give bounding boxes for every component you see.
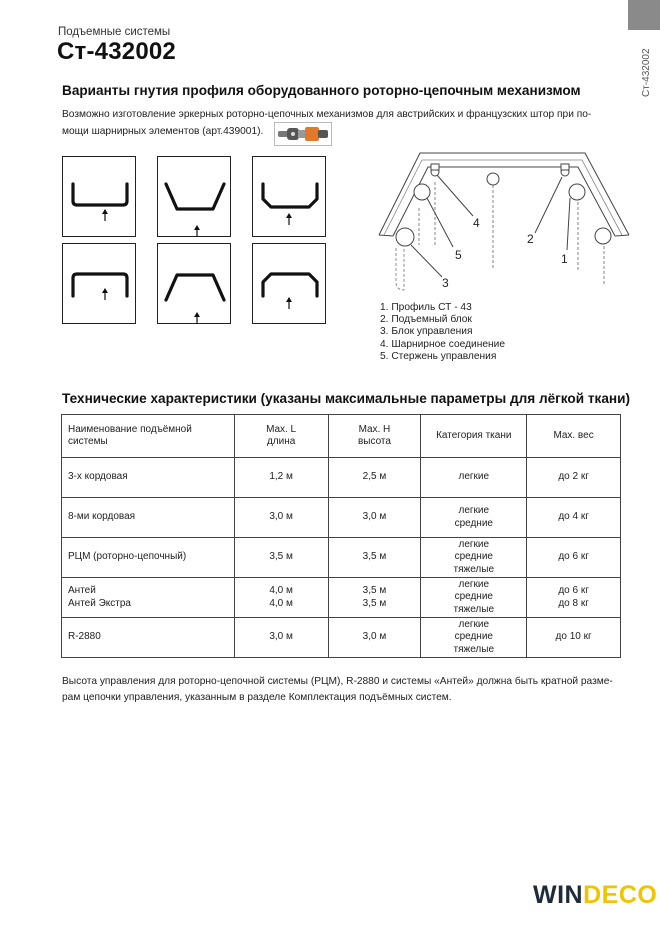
hinge-element-image bbox=[274, 122, 332, 146]
diagram-legend bbox=[380, 302, 505, 363]
callout-4: 4 bbox=[473, 216, 480, 230]
bend-variant-trapezoid-bottom bbox=[157, 156, 231, 237]
table-cell: Антей Антей Экстра bbox=[68, 585, 131, 609]
table-cell: 4,0 м 4,0 м bbox=[269, 585, 293, 609]
table-cell: 3,0 м bbox=[362, 511, 387, 523]
table-row bbox=[62, 498, 621, 538]
page-category: Подъемные системы bbox=[58, 26, 171, 38]
table-cell: до 2 кг bbox=[558, 471, 589, 483]
callout-3: 3 bbox=[442, 276, 449, 290]
page-title: Ст-432002 bbox=[57, 38, 176, 65]
table-cell: до 6 кг до 8 кг bbox=[558, 585, 589, 609]
table-cell: до 6 кг bbox=[558, 551, 589, 563]
bend-variant-u-bottom bbox=[62, 156, 136, 237]
table-cell: R-2880 bbox=[68, 631, 101, 643]
table-cell: легкие средние bbox=[454, 505, 493, 529]
table-header-row bbox=[62, 415, 621, 458]
specs-section-title: Технические характеристики (указаны максимальные параметры для лёгкой ткани) bbox=[62, 391, 630, 406]
logo-part-deco: DECO bbox=[583, 881, 658, 909]
footnote bbox=[62, 674, 628, 706]
callout-1: 1 bbox=[561, 252, 568, 266]
side-code-text: Ст-432002 bbox=[641, 48, 652, 97]
table-cell: 3,0 м bbox=[362, 631, 387, 643]
table-row bbox=[62, 578, 621, 618]
table-cell: РЦМ (роторно-цепочный) bbox=[68, 551, 187, 563]
table-cell: легкие bbox=[458, 471, 490, 483]
legend-item: 1. Профиль СТ - 43 bbox=[380, 302, 472, 313]
table-cell: 3,5 м bbox=[362, 551, 387, 563]
column-header: Наименование подъёмной системы bbox=[68, 423, 192, 447]
table-cell: легкие средние тяжелые bbox=[453, 578, 495, 615]
bay-window-diagram bbox=[375, 150, 630, 300]
corner-tab bbox=[628, 0, 660, 30]
column-header: Max. вес bbox=[553, 429, 594, 441]
legend-item: 4. Шарнирное соединение bbox=[380, 338, 505, 350]
table-cell: до 10 кг bbox=[555, 631, 592, 643]
table-row bbox=[62, 458, 621, 498]
bending-description-line2: мощи шарнирных элементов (арт.439001). bbox=[62, 126, 264, 137]
side-code bbox=[641, 42, 653, 102]
table-cell: 3-х кордовая bbox=[68, 471, 128, 483]
table-cell: 3,0 м bbox=[269, 511, 293, 523]
table-row bbox=[62, 618, 621, 658]
table-cell: легкие средние тяжелые bbox=[453, 538, 495, 575]
legend-item: 3. Блок управления bbox=[380, 326, 473, 338]
table-row bbox=[62, 538, 621, 578]
bend-variant-trapezoid-top bbox=[157, 243, 231, 324]
specs-table bbox=[61, 414, 621, 658]
callout-2: 2 bbox=[527, 232, 534, 246]
footnote-line2: рам цепочки управления, указанным в разделе Комплектация подъёмных систем. bbox=[62, 692, 452, 703]
table-cell: до 4 кг bbox=[558, 511, 589, 523]
table-cell: 3,5 м bbox=[269, 551, 293, 563]
table-cell: 3,0 м bbox=[269, 631, 293, 643]
bend-variant-hex-bottom bbox=[252, 156, 326, 237]
bend-variant-u-top bbox=[62, 243, 136, 324]
bend-variant-hex-top bbox=[252, 243, 326, 324]
bending-section-title: Варианты гнутия профиля оборудованного роторно-цепочным механизмом bbox=[62, 83, 581, 98]
column-header: Max. H высота bbox=[357, 423, 391, 447]
table-cell: 3,5 м 3,5 м bbox=[362, 585, 387, 609]
legend-item: 2. Подъемный блок bbox=[380, 314, 472, 326]
footnote-line1: Высота управления для роторно-цепочной системы (РЦМ), R-2880 и системы «Антей» должна быть кратной разме- bbox=[62, 676, 613, 687]
windeco-logo bbox=[533, 881, 657, 910]
table-cell: легкие средние тяжелые bbox=[453, 618, 495, 655]
table-cell: 1,2 м bbox=[269, 471, 293, 483]
legend-item: 5. Стержень управления bbox=[380, 350, 497, 362]
logo-part-win: WIN bbox=[533, 881, 584, 909]
column-header: Max. L длина bbox=[266, 423, 297, 447]
callout-5: 5 bbox=[455, 248, 462, 262]
column-header: Категория ткани bbox=[436, 429, 512, 441]
bending-description-line1: Возможно изготовление эркерных роторно-цепочных механизмов для австрийских и французских штор при по- bbox=[62, 109, 592, 120]
table-cell: 8-ми кордовая bbox=[68, 511, 136, 523]
table-cell: 2,5 м bbox=[362, 471, 387, 483]
